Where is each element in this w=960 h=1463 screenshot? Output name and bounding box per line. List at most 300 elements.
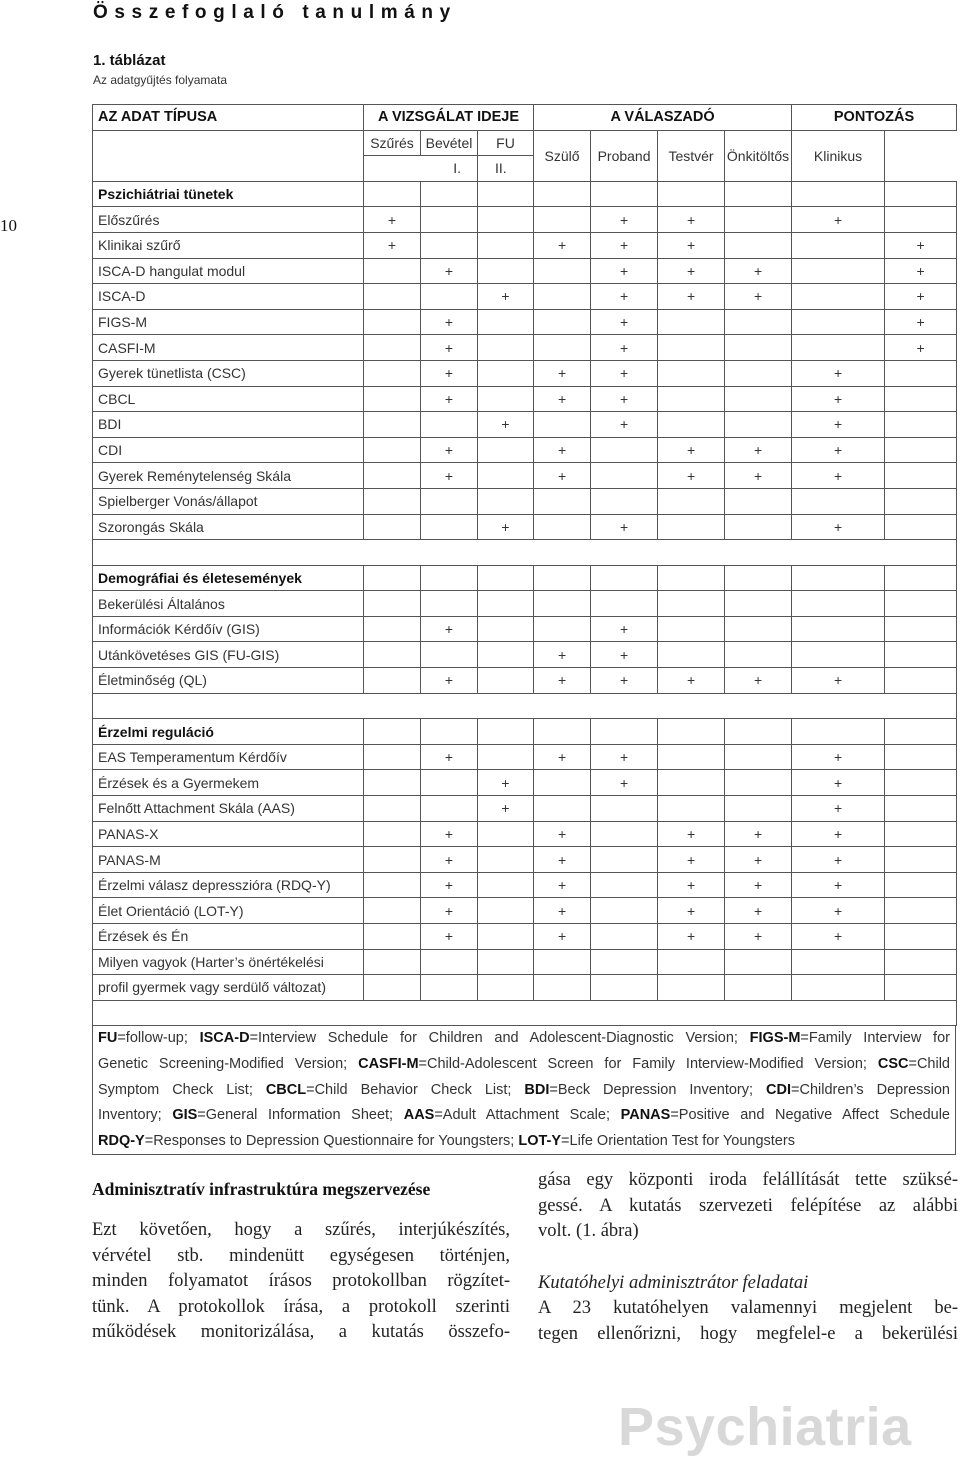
table-row	[93, 616, 957, 642]
table-row	[93, 386, 957, 412]
table-cell: +	[421, 463, 478, 489]
col-admission: Bevétel	[421, 130, 478, 156]
table-cell	[658, 642, 725, 668]
table-cell	[478, 232, 534, 258]
empty-cell	[658, 565, 725, 591]
abbreviation: CBCL	[265, 1081, 307, 1098]
article-line: vérvétel stb. mindenütt egységesen történjen,	[92, 1245, 510, 1266]
table-cell	[364, 642, 421, 668]
table-cell: +	[591, 642, 658, 668]
table-row	[93, 207, 957, 233]
empty-cell	[792, 719, 885, 745]
table-cell	[534, 207, 591, 233]
table-cell: +	[885, 232, 957, 258]
table-cell	[792, 975, 885, 1001]
footnote-line	[98, 1052, 950, 1078]
table-cell: +	[421, 668, 478, 694]
table-cell: +	[725, 821, 792, 847]
table-cell	[364, 847, 421, 873]
table-cell	[658, 360, 725, 386]
table-cell	[364, 744, 421, 770]
abbreviation: FU	[98, 1030, 118, 1047]
empty-cell	[725, 181, 792, 207]
table-cell: +	[421, 437, 478, 463]
table-cell	[725, 770, 792, 796]
table-cell: +	[478, 412, 534, 438]
article-heading: Adminisztratív infrastruktúra megszervezése	[92, 1179, 431, 1199]
table-cell	[792, 335, 885, 361]
abbreviation: CDI	[766, 1081, 791, 1098]
table-cell	[591, 949, 658, 975]
table-cell: +	[725, 898, 792, 924]
article-subheading: Kutatóhelyi adminisztrátor feladatai	[538, 1272, 809, 1293]
table-cell	[364, 488, 421, 514]
table-cell	[792, 284, 885, 310]
definition-text: =General Information Sheet;	[197, 1107, 404, 1124]
table-cell	[478, 335, 534, 361]
table-cell	[478, 821, 534, 847]
row-label: EAS Temperamentum Kérdőív	[93, 744, 364, 770]
table-cell	[725, 232, 792, 258]
table-cell	[478, 309, 534, 335]
table-cell: +	[658, 284, 725, 310]
table-cell: +	[534, 821, 591, 847]
table-row	[93, 975, 957, 1001]
definition-text: =Children’s Depression	[791, 1081, 950, 1098]
table-cell	[364, 386, 421, 412]
empty-cell	[792, 565, 885, 591]
table-cell	[534, 309, 591, 335]
table-cell	[658, 591, 725, 617]
table-cell	[658, 949, 725, 975]
table-cell	[725, 616, 792, 642]
data-collection-table	[92, 104, 956, 1155]
table-row	[93, 770, 957, 796]
table-cell	[478, 463, 534, 489]
table-cell	[885, 872, 957, 898]
col-fu: FU	[478, 130, 534, 156]
article-line: tegen ellenőrizni, hogy megfelel-e a bekerülési	[538, 1323, 958, 1344]
table-cell	[885, 898, 957, 924]
table-cell	[885, 744, 957, 770]
row-label: FIGS-M	[93, 309, 364, 335]
table-row	[93, 437, 957, 463]
table-cell: +	[792, 821, 885, 847]
article-line: működések monitorizálása, a kutatás összefo-	[92, 1322, 510, 1343]
table-row	[93, 847, 957, 873]
table-cell	[658, 975, 725, 1001]
empty-cell	[885, 565, 957, 591]
row-label: profil gyermek vagy serdülő változat)	[93, 975, 364, 1001]
table-cell	[421, 488, 478, 514]
empty-cell	[885, 719, 957, 745]
footnote-line	[98, 1129, 950, 1155]
table-cell	[885, 488, 957, 514]
table-cell	[885, 514, 957, 540]
row-label: Utánkövetéses GIS (FU-GIS)	[93, 642, 364, 668]
table-cell	[421, 949, 478, 975]
abbreviation: AAS	[403, 1107, 435, 1124]
table-cell	[658, 335, 725, 361]
definition-text: =Child Behavior Check List;	[306, 1081, 525, 1098]
table-cell	[364, 872, 421, 898]
table-cell: +	[658, 437, 725, 463]
table-cell: +	[792, 207, 885, 233]
table-cell	[421, 284, 478, 310]
table-cell: +	[591, 386, 658, 412]
empty-cell	[421, 719, 478, 745]
abbreviation: ISCA-D	[199, 1030, 250, 1047]
table-cell: +	[534, 232, 591, 258]
table-cell	[792, 258, 885, 284]
table-cell: +	[478, 514, 534, 540]
table-cell	[421, 232, 478, 258]
table-cell	[885, 847, 957, 873]
table-cell	[885, 207, 957, 233]
table-row	[93, 872, 957, 898]
table-cell: +	[591, 232, 658, 258]
table-cell	[364, 770, 421, 796]
empty-cell	[478, 565, 534, 591]
empty-cell	[725, 565, 792, 591]
table-row	[93, 796, 957, 822]
row-label: PANAS-M	[93, 847, 364, 873]
table-row	[93, 488, 957, 514]
table-cell	[792, 488, 885, 514]
table-cell: +	[658, 207, 725, 233]
row-label: Élet Orientáció (LOT-Y)	[93, 898, 364, 924]
table-cell	[725, 975, 792, 1001]
empty-cell	[658, 181, 725, 207]
table-cell	[364, 437, 421, 463]
table-cell	[534, 335, 591, 361]
table-cell	[591, 975, 658, 1001]
header-data-type: AZ ADAT TÍPUSA	[93, 105, 364, 131]
table-cell	[364, 284, 421, 310]
table-cell: +	[725, 872, 792, 898]
table-cell	[364, 335, 421, 361]
table-cell	[725, 386, 792, 412]
table-cell: +	[792, 437, 885, 463]
table-cell	[534, 412, 591, 438]
table-cell	[885, 463, 957, 489]
row-label: Bekerülési Általános	[93, 591, 364, 617]
definition-text: =Family Interview for	[800, 1030, 950, 1047]
table-cell: +	[591, 309, 658, 335]
table-cell: +	[534, 386, 591, 412]
table-cell: +	[421, 821, 478, 847]
table-cell	[478, 975, 534, 1001]
table-cell	[534, 975, 591, 1001]
definition-text: =Responses to Depression Questionnaire for Youngsters;	[144, 1132, 519, 1149]
journal-section-title: Összefoglaló tanulmány	[93, 2, 457, 23]
table-cell: +	[534, 847, 591, 873]
col-clinician: Klinikus	[792, 130, 885, 181]
table-cell	[534, 616, 591, 642]
table-cell	[591, 847, 658, 873]
table-cell: +	[885, 335, 957, 361]
row-label: Felnőtt Attachment Skála (AAS)	[93, 796, 364, 822]
table-cell	[792, 949, 885, 975]
row-label: BDI	[93, 412, 364, 438]
table-cell: +	[658, 463, 725, 489]
table-cell	[658, 412, 725, 438]
table-cell	[364, 258, 421, 284]
table-cell	[478, 642, 534, 668]
table-caption-subtitle: Az adatgyűjtés folyamata	[93, 73, 228, 87]
table-cell	[885, 668, 957, 694]
row-label: Életminőség (QL)	[93, 668, 364, 694]
table-cell: +	[478, 770, 534, 796]
table-cell: +	[658, 924, 725, 950]
table-row	[93, 924, 957, 950]
definition-text: Inventory;	[98, 1107, 173, 1124]
table-cell	[792, 591, 885, 617]
row-label: Gyerek Reménytelenség Skála	[93, 463, 364, 489]
col-self-report: Önkitöltős	[725, 130, 792, 181]
table-cell	[885, 821, 957, 847]
section-title: Érzelmi reguláció	[93, 719, 364, 745]
table-cell	[885, 642, 957, 668]
table-cell: +	[792, 463, 885, 489]
abbreviation: RDQ-Y	[98, 1132, 145, 1149]
empty-cell	[658, 719, 725, 745]
table-cell	[364, 796, 421, 822]
table-row	[93, 412, 957, 438]
row-label: CDI	[93, 437, 364, 463]
table-cell: +	[534, 642, 591, 668]
table-cell: +	[725, 668, 792, 694]
table-cell: +	[478, 284, 534, 310]
table-cell	[534, 949, 591, 975]
table-cell	[421, 591, 478, 617]
table-cell: +	[591, 360, 658, 386]
table-cell: +	[534, 872, 591, 898]
article-right-text-2	[538, 1296, 958, 1347]
table-cell	[591, 821, 658, 847]
col-parent: Szülő	[534, 130, 591, 181]
article-line: tünk. A protokollok írása, a protokoll szerinti	[92, 1296, 510, 1317]
table-cell: +	[534, 437, 591, 463]
table-cell	[364, 309, 421, 335]
table-cell: +	[591, 770, 658, 796]
article-line: minden folyamatot írásos protokollban rögzítet-	[92, 1271, 510, 1292]
table-cell: +	[421, 744, 478, 770]
table-cell	[364, 360, 421, 386]
table-cell	[534, 488, 591, 514]
header-respondent: A VÁLASZADÓ	[534, 105, 792, 131]
table-cell	[478, 924, 534, 950]
table-cell: +	[591, 284, 658, 310]
table-cell: +	[792, 898, 885, 924]
table-cell	[725, 335, 792, 361]
table-cell	[478, 258, 534, 284]
abbreviation: PANAS	[620, 1107, 671, 1124]
table-cell: +	[792, 412, 885, 438]
table-cell	[591, 591, 658, 617]
separator-cell	[93, 1000, 957, 1026]
abbreviation: CASFI-M	[358, 1055, 419, 1072]
table-cell	[658, 796, 725, 822]
table-caption-title: 1. táblázat	[93, 52, 166, 69]
table-cell	[364, 924, 421, 950]
table-cell	[478, 616, 534, 642]
table-cell: +	[421, 847, 478, 873]
table-cell	[658, 488, 725, 514]
table-cell	[725, 514, 792, 540]
table-cell: +	[591, 668, 658, 694]
table-cell: +	[792, 360, 885, 386]
table-cell	[591, 898, 658, 924]
table-cell	[421, 642, 478, 668]
col-screening: Szűrés	[364, 130, 421, 156]
row-label: CASFI-M	[93, 335, 364, 361]
empty-cell	[421, 181, 478, 207]
table-cell	[364, 463, 421, 489]
table-footnote	[92, 1026, 956, 1155]
table-cell	[885, 616, 957, 642]
table-cell: +	[421, 616, 478, 642]
footnote-line	[98, 1078, 950, 1104]
article-left-column	[92, 1176, 510, 1346]
table-cell	[478, 668, 534, 694]
definition-text: =Child	[908, 1055, 950, 1072]
table-row	[93, 898, 957, 924]
table-cell: +	[591, 335, 658, 361]
table-cell	[885, 949, 957, 975]
table-cell	[792, 616, 885, 642]
table-cell: +	[591, 514, 658, 540]
table-cell	[478, 872, 534, 898]
table-cell	[885, 591, 957, 617]
table-cell	[364, 949, 421, 975]
table-cell: +	[792, 386, 885, 412]
table-end-row	[93, 1000, 957, 1026]
table-cell	[885, 412, 957, 438]
empty-cell	[478, 181, 534, 207]
col-sibling: Testvér	[658, 130, 725, 181]
table-cell: +	[792, 770, 885, 796]
table-cell	[534, 796, 591, 822]
table-cell	[885, 437, 957, 463]
article-line: gessé. A kutatás szervezeti felépítése az alábbi	[538, 1195, 958, 1216]
table-cell	[421, 412, 478, 438]
table-cell	[364, 412, 421, 438]
table-cell	[792, 232, 885, 258]
table-cell: +	[658, 668, 725, 694]
row-label: Érzelmi válasz depresszióra (RDQ-Y)	[93, 872, 364, 898]
table-cell	[364, 668, 421, 694]
row-label: Információk Kérdőív (GIS)	[93, 616, 364, 642]
table-cell: +	[421, 360, 478, 386]
table-cell	[421, 207, 478, 233]
row-label: Érzések és Én	[93, 924, 364, 950]
table-cell	[792, 642, 885, 668]
empty-cell	[364, 181, 421, 207]
definition-text: =follow-up;	[117, 1030, 200, 1047]
table-cell: +	[591, 207, 658, 233]
table-row	[93, 463, 957, 489]
article-line: A 23 kutatóhelyen valamennyi megjelent be-	[538, 1298, 958, 1319]
table-cell	[591, 463, 658, 489]
table-cell: +	[885, 258, 957, 284]
empty-cell	[792, 181, 885, 207]
abbreviation: FIGS-M	[749, 1030, 801, 1047]
article-line: Ezt követően, hogy a szűrés, interjúkészítés,	[92, 1220, 510, 1240]
abbreviation: LOT-Y	[518, 1132, 562, 1149]
row-label: ISCA-D hangulat modul	[93, 258, 364, 284]
table-cell	[658, 386, 725, 412]
table-subheader-row	[93, 130, 957, 156]
article-right-text	[538, 1168, 958, 1245]
table-cell	[885, 386, 957, 412]
table-cell: +	[534, 360, 591, 386]
table-cell: +	[725, 284, 792, 310]
fu-subrow-empty-cell	[93, 156, 364, 182]
table-cell: +	[421, 872, 478, 898]
empty-cell	[591, 565, 658, 591]
definition-text: =Adult Attachment Scale;	[434, 1107, 621, 1124]
table-cell	[478, 360, 534, 386]
table-cell	[364, 591, 421, 617]
abbreviation: GIS	[172, 1107, 198, 1124]
table-grid	[92, 104, 957, 1026]
table-cell: +	[658, 872, 725, 898]
table-row	[93, 642, 957, 668]
row-label: ISCA-D	[93, 284, 364, 310]
table-cell: +	[421, 898, 478, 924]
empty-cell	[421, 565, 478, 591]
table-cell	[364, 975, 421, 1001]
table-cell: +	[421, 309, 478, 335]
table-cell	[421, 770, 478, 796]
table-cell: +	[534, 924, 591, 950]
table-cell	[478, 437, 534, 463]
definition-text: Symptom Check List;	[98, 1081, 266, 1098]
table-cell: +	[792, 924, 885, 950]
table-cell	[534, 258, 591, 284]
table-cell	[885, 770, 957, 796]
empty-cell	[478, 719, 534, 745]
table-cell: +	[792, 796, 885, 822]
table-cell: +	[725, 847, 792, 873]
table-cell	[534, 514, 591, 540]
fu-sub-2: II.	[478, 156, 534, 182]
table-cell: +	[792, 847, 885, 873]
table-cell: +	[591, 744, 658, 770]
table-cell	[421, 796, 478, 822]
brand-watermark: Psychiatria	[618, 1397, 912, 1457]
article-line: volt. (1. ábra)	[538, 1221, 639, 1242]
table-row	[93, 360, 957, 386]
table-cell	[658, 309, 725, 335]
table-cell	[478, 744, 534, 770]
definition-text: =Interview Schedule for Children and Adolescent-Diagnostic Version;	[249, 1030, 750, 1047]
table-cell	[421, 975, 478, 1001]
section-title: Pszichiátriai tünetek	[93, 181, 364, 207]
table-cell: +	[658, 821, 725, 847]
row-label: PANAS-X	[93, 821, 364, 847]
fu-sub-1: I.	[364, 156, 478, 182]
section-separator-row	[93, 693, 957, 719]
table-cell	[478, 591, 534, 617]
table-cell	[725, 642, 792, 668]
table-cell: +	[658, 258, 725, 284]
table-cell	[364, 898, 421, 924]
table-cell	[885, 924, 957, 950]
empty-cell	[725, 719, 792, 745]
article-line: gása egy központi iroda felállítását tette szüksé-	[538, 1170, 958, 1190]
